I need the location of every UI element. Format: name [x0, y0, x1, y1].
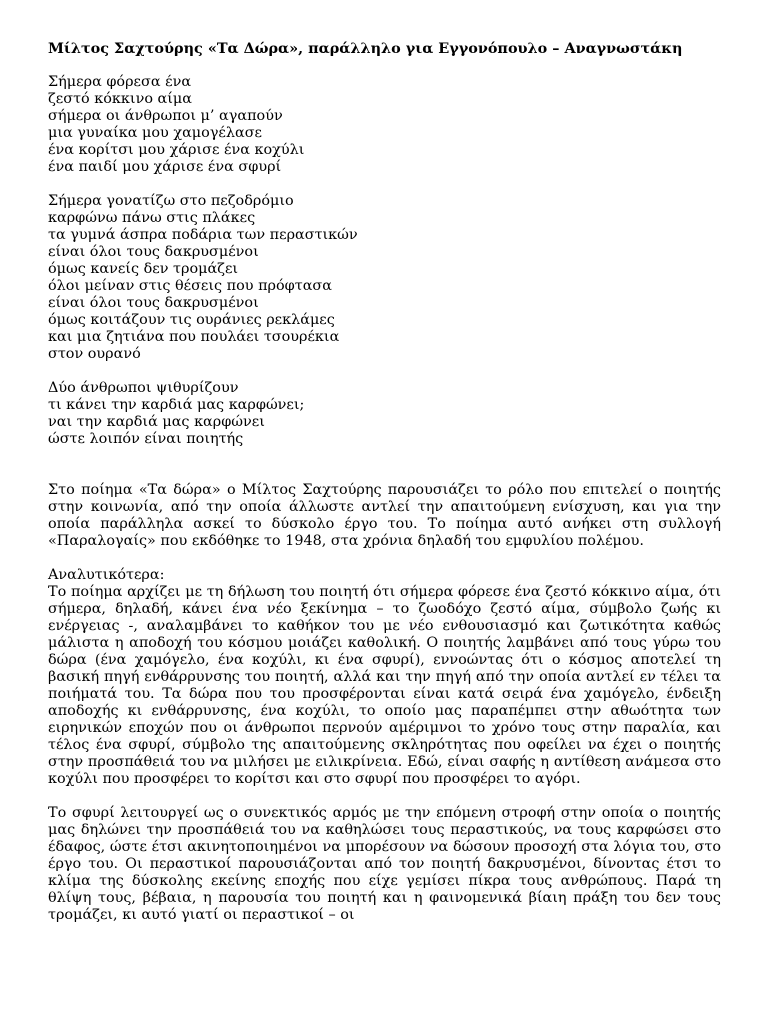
analysis-label: Αναλυτικότερα:	[48, 567, 165, 583]
poem-line: είναι όλοι τους δακρυσμένοι	[48, 244, 259, 260]
document-title: Μίλτος Σαχτούρης «Τα Δώρα», παράλληλο για Εγγονόπουλο – Αναγνωστάκη	[48, 40, 683, 57]
poem	[48, 74, 721, 448]
poem-line: Δύο άνθρωποι ψιθυρίζουν	[48, 380, 239, 396]
poem-stanza-2	[48, 193, 721, 363]
spacer	[48, 465, 721, 482]
poem-line: όμως κοιτάζουν τις ουράνιες ρεκλάμες	[48, 312, 335, 328]
poem-line: Σήμερα φόρεσα ένα	[48, 74, 192, 90]
intro-paragraph: Στο ποίημα «Τα δώρα» ο Μίλτος Σαχτούρης παρουσιάζει το ρόλο που επιτελεί ο ποιητής στην κοινωνία, από την οποία άλλωστε αντλεί την απαιτούμενη ενίσχυση, και για την οποία παράλληλα ασκεί το δύσκολο έργο του. Το ποίημα αυτό ανήκει στη συλλογή «Παραλογαίς» που εκδόθηκε το 1948, στα χρόνια δηλαδή του εμφυλίου πολέμου.	[48, 482, 721, 549]
poem-line: είναι όλοι τους δακρυσμένοι	[48, 295, 259, 311]
poem-stanza-1	[48, 74, 721, 176]
poem-line: ένα παιδί μου χάρισε ένα σφυρί	[48, 159, 282, 175]
poem-line: ένα κορίτσι μου χάρισε ένα κοχύλι	[48, 142, 305, 158]
analysis-section	[48, 567, 721, 788]
poem-line: όλοι μείναν στις θέσεις που πρόφτασα	[48, 278, 332, 294]
analysis-paragraph: Το ποίημα αρχίζει με τη δήλωση του ποιητή ότι σήμερα φόρεσε ένα ζεστό κόκκινο αίμα, ότι σήμερα, δηλαδή, κάνει ένα νέο ξεκίνημα – το ζωοδόχο ζεστό αίμα, σύμβολο ζωής κι ενέργειας -, αναλαμβάνει το καθήκον του με νέο ενθουσιασμό και ζωτικότητα καθώς μάλιστα η αποδοχή του κόσμου μοιάζει καθολική. Ο ποιητής λαμβάνει από τους γύρω του δώρα (ένα χαμόγελο, ένα κοχύλι, κι ένα σφυρί), εννοώντας ότι ο κόσμος αποτελεί τη βασική πηγή ενθάρρυνσης του ποιητή, αλλά και την πηγή από την οποία αντλεί εν τέλει τα ποιήματά του. Τα δώρα που του προσφέρονται είναι κατά σειρά ένα χαμόγελο, ένδειξη αποδοχής κι ενθάρρυνσης, ένα κοχύλι, το οποίο μας παραπέμπει στην αθωότητα των ειρηνικών εποχών που οι άνθρωποι περνούν αμέριμνοι το χρόνο τους στην παραλία, και τέλος ένα σφυρί, σύμβολο της απαιτούμενης σκληρότητας που οφείλει να έχει ο ποιητής στην προσπάθειά του να μιλήσει με ειλικρίνεια. Εδώ, είναι σαφής η αντίθεση ανάμεσα στο κοχύλι που προσφέρει το κορίτσι και στο σφυρί που προσφέρει το αγόρι.	[48, 584, 721, 787]
poem-line: ναι την καρδιά μας καρφώνει	[48, 414, 265, 430]
poem-line: μια γυναίκα μου χαμογέλασε	[48, 125, 262, 141]
poem-line: και μια ζητιάνα που πουλάει τσουρέκια	[48, 329, 340, 345]
poem-line: ώστε λοιπόν είναι ποιητής	[48, 431, 244, 447]
document-page	[48, 40, 721, 941]
poem-stanza-3	[48, 380, 721, 448]
poem-line: καρφώνω πάνω στις πλάκες	[48, 210, 256, 226]
poem-line: σήμερα οι άνθρωποι μ’ αγαπούν	[48, 108, 283, 124]
poem-line: όμως κανείς δεν τρομάζει	[48, 261, 239, 277]
poem-line: Σήμερα γονατίζω στο πεζοδρόμιο	[48, 193, 294, 209]
hammer-paragraph: Το σφυρί λειτουργεί ως ο συνεκτικός αρμός με την επόμενη στροφή στην οποία ο ποιητής μας δηλώνει την προσπάθειά του να καθηλώσει τους περαστικούς, να τους καρφώσει στο έδαφος, ώστε έτσι ακινητοποιημένοι να μπορέσουν να δώσουν προσοχή στα λόγια του, στο έργο του. Οι περαστικοί παρουσιάζονται από τον ποιητή δακρυσμένοι, δίνοντας έτσι το κλίμα της δύσκολης εκείνης εποχής που είχε γεμίσει πίκρα τους ανθρώπους. Παρά τη θλίψη τους, βέβαια, η παρουσία του ποιητή και η φαινομενικά βίαιη πράξη του δεν τους τρομάζει, κι αυτό γιατί οι περαστικοί – οι	[48, 805, 721, 923]
poem-line: τι κάνει την καρδιά μας καρφώνει;	[48, 397, 305, 413]
poem-line: τα γυμνά άσπρα ποδάρια των περαστικών	[48, 227, 358, 243]
poem-line: στον ουρανό	[48, 346, 141, 362]
poem-line: ζεστό κόκκινο αίμα	[48, 91, 192, 107]
